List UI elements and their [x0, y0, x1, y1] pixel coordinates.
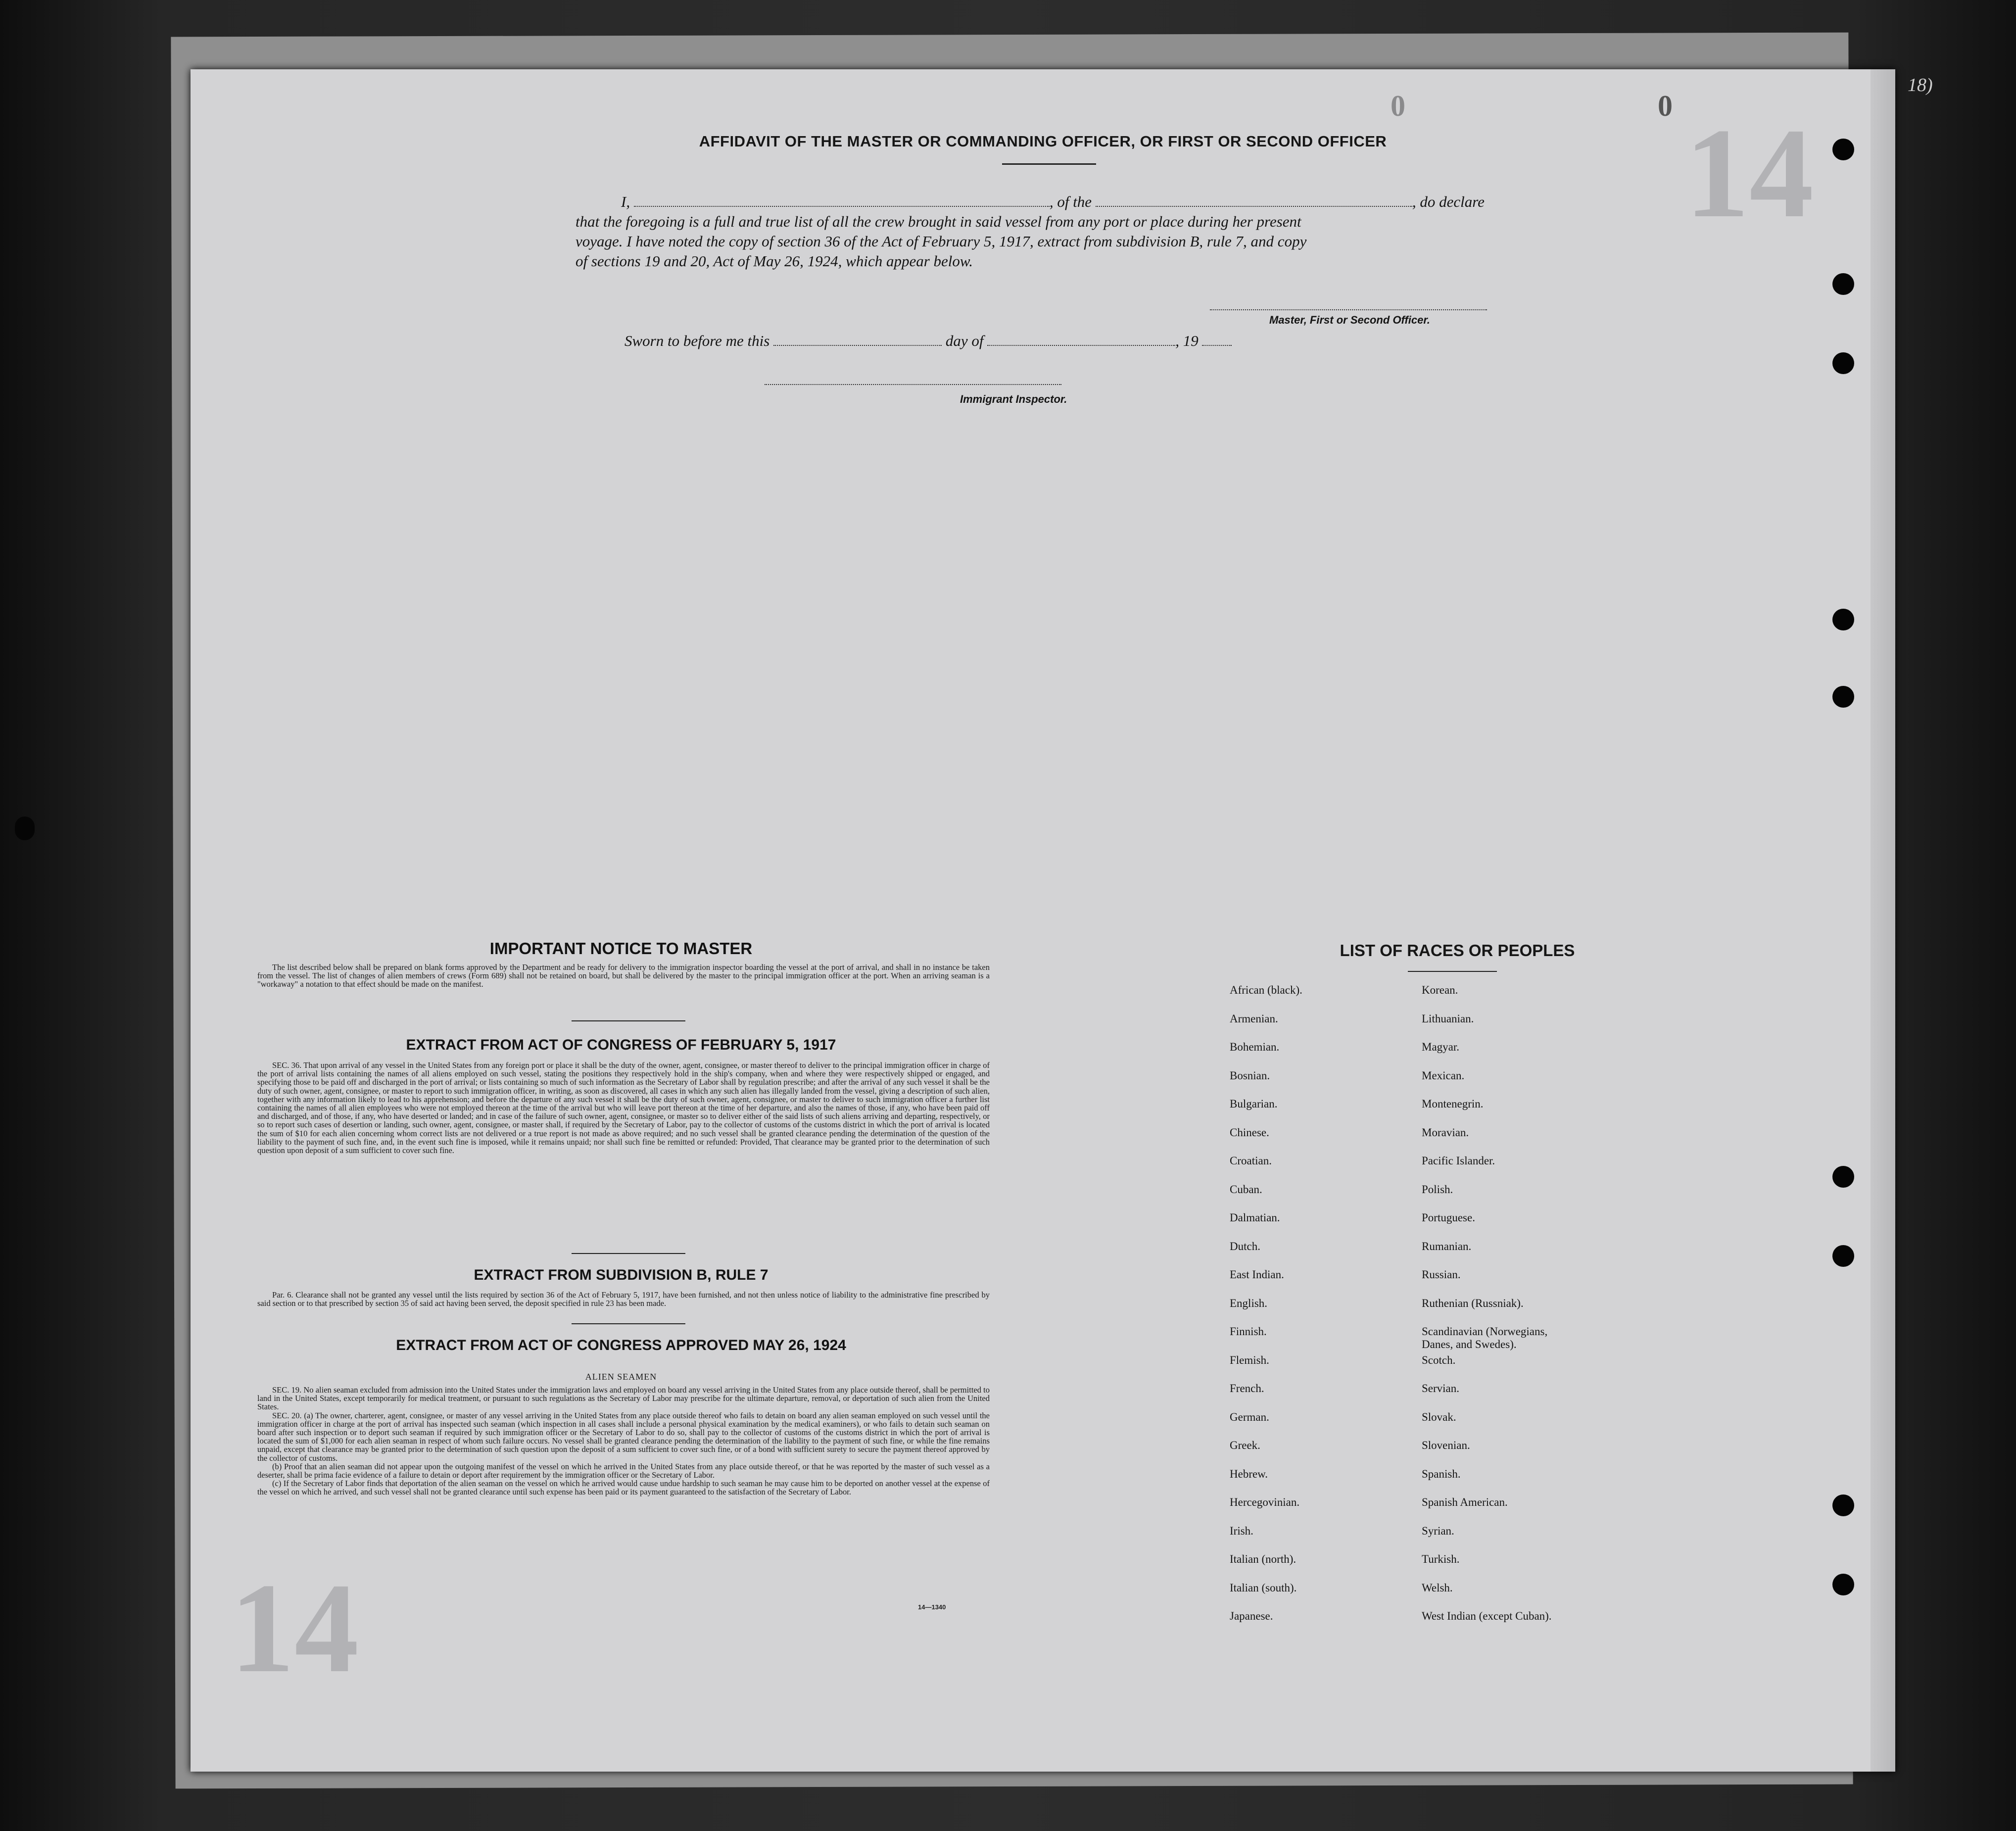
punch-hole: [1832, 273, 1854, 295]
extract-1924-subtitle: ALIEN SEAMEN: [585, 1372, 657, 1382]
race-item: Dalmatian.: [1230, 1211, 1280, 1224]
oath-line-2: that the foregoing is a full and true list of all the crew brought in said vessel from any port or place during her present: [576, 213, 1301, 230]
notice-paragraph: The list described below shall be prepared on blank forms approved by the Department and be ready for delivery to the immigration inspector boarding the vessel at the port of arrival, and shall in no instance be taken from the vessel. The list of changes of alien members of crews (Form 689) shall not be retained on board, but shall be delivered by the master to the principal immigration officer at the port. When an arriving seaman is a "workaway" a notation to that effect should be made on the manifest.: [257, 963, 990, 989]
extract-1917-paragraph: SEC. 36. That upon arrival of any vessel in the United States from any foreign port or place it shall be the duty of the owner, agent, consignee, or master thereof to deliver to the principal immigration officer in charge of the port of arrival lists containing the names of all aliens employed on such vessel, stating the positions they respectively hold in the ship's company, when and where they were respectively shipped or engaged, and specifying those to be paid off and discharged in the port of arrival; or lists containing so much of such information as the Secretary of Labor shall by regulation prescribe; and after the arrival of any such vessel it shall be the duty of such owner, agent, consignee, or master to report to such immigration officer, in writing, as soon as discovered, all cases in which any such alien has illegally landed from the vessel, giving a description of such alien, together with any information likely to lead to his apprehension; and before the departure of any such vessel it shall be the duty of such owner, agent, consignee, or master to deliver to such immigration officer a further list containing the names of all alien employees who were not employed thereon at the time of the arrival but who will leave port thereon at the time of her departure, and also the names of those, if any, who have been paid off and discharged, and of those, if any, who have deserted or landed; and in case of the failure of such owner, agent, consignee, or master so to deliver either of the said lists of such aliens arriving and departing, respectively, or so to report such cases of desertion or landing, such owner, agent, consignee, or master shall, if required by the Secretary of Labor, pay to the collector of customs of the customs district in which the port of arrival is located the sum of $10 for each alien concerning whom correct lists are not delivered or a true report is not made as above required; and no such vessel shall be granted clearance pending the determination of the question of the liability to the payment of such fine, and, in the event such fine is imposed, while it remains unpaid; nor shall such fine be remitted or refunded: Provided, That clearance may be granted prior to the determination of such question upon deposit of a sum sufficient to cover such fine.: [257, 1060, 990, 1156]
corner-note: 18): [1908, 75, 1933, 96]
race-item: Mexican.: [1422, 1069, 1465, 1082]
race-item: Montenegrin.: [1422, 1098, 1484, 1110]
section-rule: [572, 1323, 685, 1324]
race-item: German.: [1230, 1410, 1269, 1423]
race-item: Armenian.: [1230, 1012, 1278, 1025]
title-rule: [1002, 163, 1096, 165]
sec19-paragraph: SEC. 19. No alien seaman excluded from admission into the United States under the immigration laws and employed on board any vessel arriving in the United States from any place outside thereof, shall be permitted to land in the United States, except temporarily for medical treatment, or pursuant to such regulations as the Secretary of Labor may prescribe for the ultimate departure, removal, or deportation of such alien from the United States.: [257, 1385, 990, 1412]
punch-hole: [1832, 1494, 1854, 1516]
race-item: Bohemian.: [1230, 1041, 1280, 1053]
races-rule: [1408, 971, 1497, 972]
sheet-number-mark: 14: [230, 1557, 359, 1699]
race-item: Scandinavian (Norwegians, Danes, and Swedes).: [1422, 1325, 1548, 1350]
race-item: Flemish.: [1230, 1353, 1269, 1366]
oath-declare: , do declare: [1412, 193, 1485, 210]
sheet-number-mark: 14: [1685, 102, 1814, 244]
race-item: Lithuanian.: [1422, 1012, 1474, 1025]
race-item: Hebrew.: [1230, 1467, 1268, 1480]
race-item: Finnish.: [1230, 1325, 1267, 1338]
race-item: French.: [1230, 1382, 1264, 1395]
sworn-year-prefix: , 19: [1175, 332, 1199, 349]
race-item: Syrian.: [1422, 1524, 1454, 1537]
extract-1917-text: [257, 1061, 990, 1155]
extract-rule7-title: EXTRACT FROM SUBDIVISION B, RULE 7: [474, 1267, 768, 1283]
oath-line-1: [621, 192, 1710, 212]
extract-rule7-text: [257, 1291, 990, 1307]
oath-pronoun: I,: [621, 193, 630, 210]
page-mark: 0: [1391, 90, 1405, 122]
race-item: Servian.: [1422, 1382, 1460, 1395]
race-item: Turkish.: [1422, 1553, 1460, 1565]
race-item: Ruthenian (Russniak).: [1422, 1297, 1524, 1309]
name-blank[interactable]: [634, 194, 1050, 207]
sec20c-paragraph: (c) If the Secretary of Labor finds that deportation of the alien seaman on the vessel on which he arrived would cause undue hardship to such seaman he may cause him to be deported on another vessel at the expense of the vessel on which he arrived, and such vessel shall not be granted clearance until such expense has been paid or its payment guaranteed to the satisfaction of the Secretary of Labor.: [257, 1479, 990, 1497]
extract-rule7-paragraph: Par. 6. Clearance shall not be granted any vessel until the lists required by section 36 of the Act of February 5, 1917, have been furnished, and not then unless notice of liability to the administrative fine prescribed by said section or to that prescribed by section 35 of said act having been served, the deposit specified in rule 23 has been made.: [257, 1290, 990, 1308]
races-left-column: [1230, 984, 1302, 1638]
race-item: Welsh.: [1422, 1581, 1453, 1594]
extract-1917-title: EXTRACT FROM ACT OF CONGRESS OF FEBRUARY 5, 1917: [406, 1037, 836, 1053]
race-item: West Indian (except Cuban).: [1422, 1610, 1552, 1622]
affidavit-title: AFFIDAVIT OF THE MASTER OR COMMANDING OFFICER, OR FIRST OR SECOND OFFICER: [699, 133, 1387, 150]
oath-line-3: voyage. I have noted the copy of section 36 of the Act of February 5, 1917, extract from subdivision B, rule 7, and copy: [576, 233, 1307, 250]
sec20b-paragraph: (b) Proof that an alien seaman did not appear upon the outgoing manifest of the vessel on which he arrived in the United States from any place outside thereof, or that he was reported by the master of such vessel as a deserter, shall be prima facie evidence of a failure to detain or deport after requirement by the immigration officer or the Secretary of Labor.: [257, 1461, 990, 1480]
vessel-blank[interactable]: [1096, 194, 1412, 207]
race-item: English.: [1230, 1297, 1268, 1309]
sworn-line: [624, 331, 1317, 351]
oath-of-the: , of the: [1049, 193, 1092, 210]
punch-hole: [1832, 609, 1854, 630]
punch-hole: [1832, 1245, 1854, 1267]
sworn-month-blank[interactable]: [987, 333, 1175, 346]
race-item: Rumanian.: [1422, 1240, 1472, 1253]
race-item: Greek.: [1230, 1439, 1260, 1451]
extract-1924-title: EXTRACT FROM ACT OF CONGRESS APPROVED MAY 26, 1924: [396, 1337, 846, 1353]
race-item: African (black).: [1230, 984, 1302, 996]
races-title: LIST OF RACES OR PEOPLES: [1340, 941, 1575, 960]
race-item: Korean.: [1422, 984, 1458, 996]
punch-hole: [1832, 352, 1854, 374]
race-item: Bulgarian.: [1230, 1098, 1278, 1110]
races-right-column: [1422, 984, 1552, 1638]
section-rule: [572, 1253, 685, 1254]
inspector-caption: Immigrant Inspector.: [960, 393, 1067, 405]
section-rule: [572, 1020, 685, 1021]
document-page: [191, 69, 1895, 1772]
race-item: Slovak.: [1422, 1410, 1456, 1423]
race-item: Chinese.: [1230, 1126, 1269, 1139]
race-item: Italian (south).: [1230, 1581, 1297, 1594]
race-item: Scotch.: [1422, 1353, 1456, 1366]
race-item: Moravian.: [1422, 1126, 1469, 1139]
race-item: Italian (north).: [1230, 1553, 1296, 1565]
race-item: Magyar.: [1422, 1041, 1460, 1053]
race-item: Cuban.: [1230, 1183, 1262, 1196]
oath-line-4: of sections 19 and 20, Act of May 26, 1924, which appear below.: [576, 252, 973, 270]
sworn-year-blank[interactable]: [1202, 333, 1232, 346]
sworn-prefix: Sworn to before me this: [624, 332, 770, 349]
inspector-signature-line[interactable]: [765, 384, 1061, 385]
signature-caption: Master, First or Second Officer.: [1269, 314, 1430, 326]
race-item: Spanish American.: [1422, 1496, 1508, 1508]
race-item: Slovenian.: [1422, 1439, 1470, 1451]
signature-line[interactable]: [1210, 309, 1487, 310]
race-item: East Indian.: [1230, 1268, 1284, 1281]
race-item: Russian.: [1422, 1268, 1461, 1281]
form-number: 14—1340: [918, 1603, 946, 1611]
page-mark: 0: [1658, 90, 1673, 122]
race-item: Spanish.: [1422, 1467, 1461, 1480]
sworn-day-blank[interactable]: [773, 333, 942, 346]
notice-title: IMPORTANT NOTICE TO MASTER: [489, 939, 753, 958]
sec20a-paragraph: SEC. 20. (a) The owner, charterer, agent, consignee, or master of any vessel arriving in the United States from any place outside thereof who fails to detain on board any alien seaman employed on such vessel until the immigration officer in charge at the port of arrival has inspected such seaman (which inspection in all cases shall include a personal physical examination by the medical examiners), or who fails to detain such seaman on board after such inspection or to deport such seaman if required by such immigration officer or the Secretary of Labor to do so, shall pay to the collector of customs of the customs district in which the port of arrival is located the sum of $1,000 for each alien seaman in respect of whom such failure occurs. No vessel shall be granted clearance pending the determination of the liability to the payment of such fine, or while the fine remains unpaid, except that clearance may be granted prior to the determination of such question upon the deposit of a sum sufficient to cover such fine, or of a bond with sufficient surety to secure the payment thereof approved by the collector of customs.: [257, 1410, 990, 1463]
sworn-day-of: day of: [945, 332, 984, 349]
race-item: Irish.: [1230, 1524, 1253, 1537]
punch-hole: [1832, 686, 1854, 708]
race-item: Bosnian.: [1230, 1069, 1270, 1082]
race-item: Japanese.: [1230, 1610, 1273, 1622]
notice-text: [257, 963, 990, 989]
race-item: Croatian.: [1230, 1155, 1272, 1167]
race-item: Polish.: [1422, 1183, 1453, 1196]
punch-hole: [1832, 1574, 1854, 1595]
extract-1924-text: [257, 1386, 990, 1496]
binder-hole: [15, 817, 35, 840]
punch-hole: [1832, 1166, 1854, 1188]
race-item: Hercegovinian.: [1230, 1496, 1300, 1508]
page-edge: [1871, 69, 1895, 1772]
race-item: Pacific Islander.: [1422, 1155, 1495, 1167]
race-item: Dutch.: [1230, 1240, 1260, 1253]
race-item: Portuguese.: [1422, 1211, 1475, 1224]
